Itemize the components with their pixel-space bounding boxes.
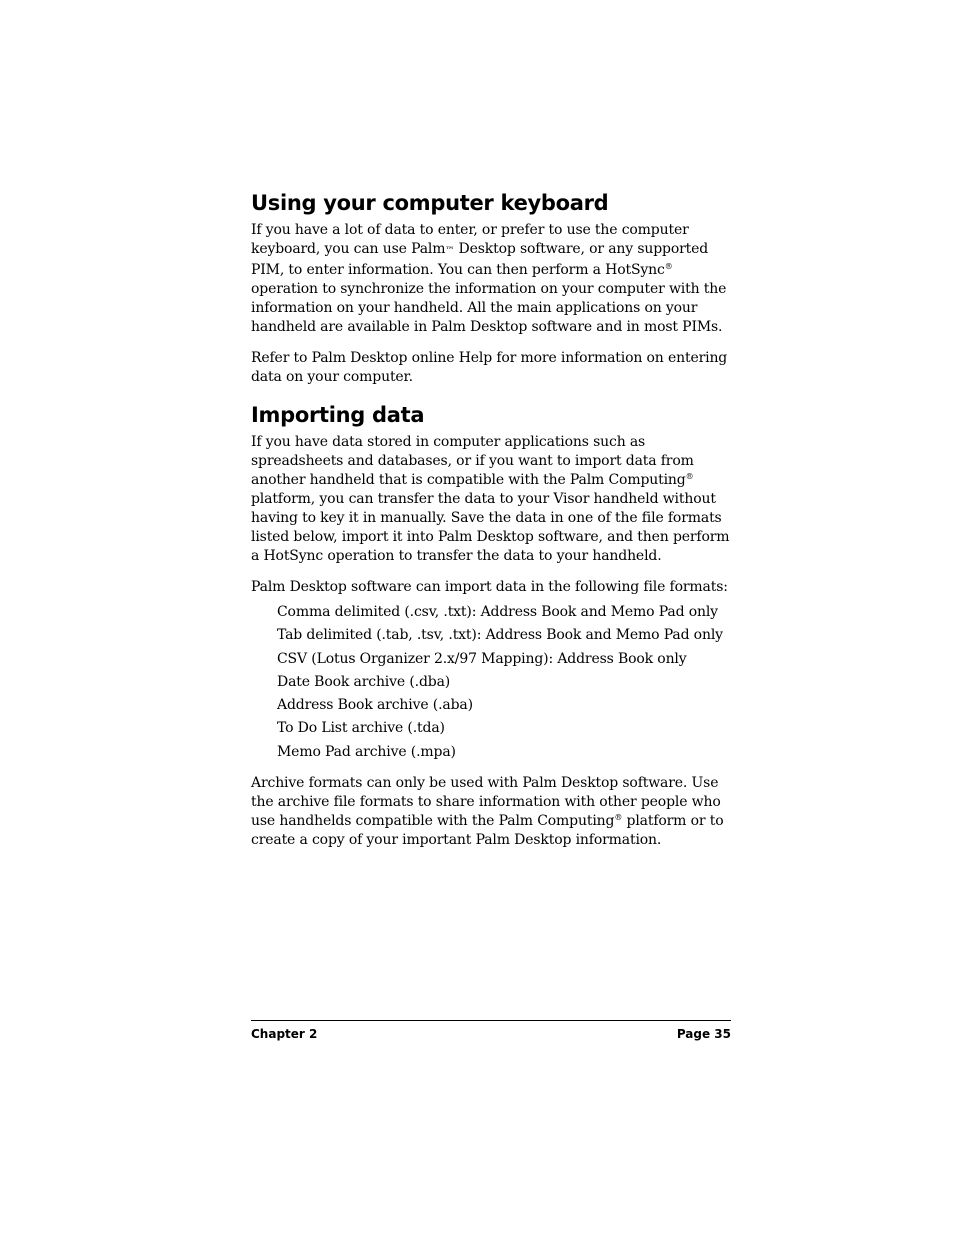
registered-symbol: ® [685,472,694,481]
section-importing-data [251,401,731,850]
paragraph-importing-intro: If you have data stored in computer applications such as spreadsheets and databases, or if you want to import data from another handheld that is compatible with the Palm Computing® platform, you can transfer the data to your Visor handheld without having to key it in manually. Save the data in one of the file formats listed below, import it into Palm Desktop software, and then perform a HotSync operation to transfer the data to your handheld. [251,434,730,564]
list-item: To Do List archive (.tda) [277,720,445,737]
section-heading-importing: Importing data [251,403,425,427]
page-content [251,189,731,862]
list-item: Tab delimited (.tab, .tsv, .txt): Address Book and Memo Pad only [277,627,723,644]
list-item: Address Book archive (.aba) [277,697,473,714]
list-item: Comma delimited (.csv, .txt): Address Book and Memo Pad only [277,604,718,620]
list-item: Memo Pad archive (.mpa) [277,743,456,760]
page-footer [251,1020,731,1042]
list-item: Date Book archive (.dba) [277,673,451,690]
trademark-symbol: ™ [445,246,455,256]
page-number: Page 35 [676,1027,731,1041]
paragraph-formats-lead: Palm Desktop software can import data in the following file formats: [251,579,728,595]
file-format-list [277,603,731,762]
section-heading-keyboard: Using your computer keyboard [251,191,609,215]
registered-symbol: ® [664,262,673,271]
registered-symbol: ® [614,812,623,822]
chapter-label: Chapter 2 [251,1027,318,1041]
paragraph-keyboard-intro: If you have a lot of data to enter, or prefer to use the computer keyboard, you can use Palm™ Desktop software, or any supported PIM, to enter information. You can then perform a HotSync® operation to synchronize the information on your computer with the information on your handheld. All the main applications on your handheld are available in Palm Desktop software and in most PIMs. [251,222,727,335]
paragraph-archive-formats: Archive formats can only be used with Palm Desktop software. Use the archive file formats to share information with other people who use handhelds compatible with the Palm Computing® platform or to create a copy of your important Palm Desktop information. [251,774,724,848]
paragraph-keyboard-help: Refer to Palm Desktop online Help for more information on entering data on your computer. [251,350,728,385]
list-item: CSV (Lotus Organizer 2.x/97 Mapping): Address Book only [277,650,687,667]
